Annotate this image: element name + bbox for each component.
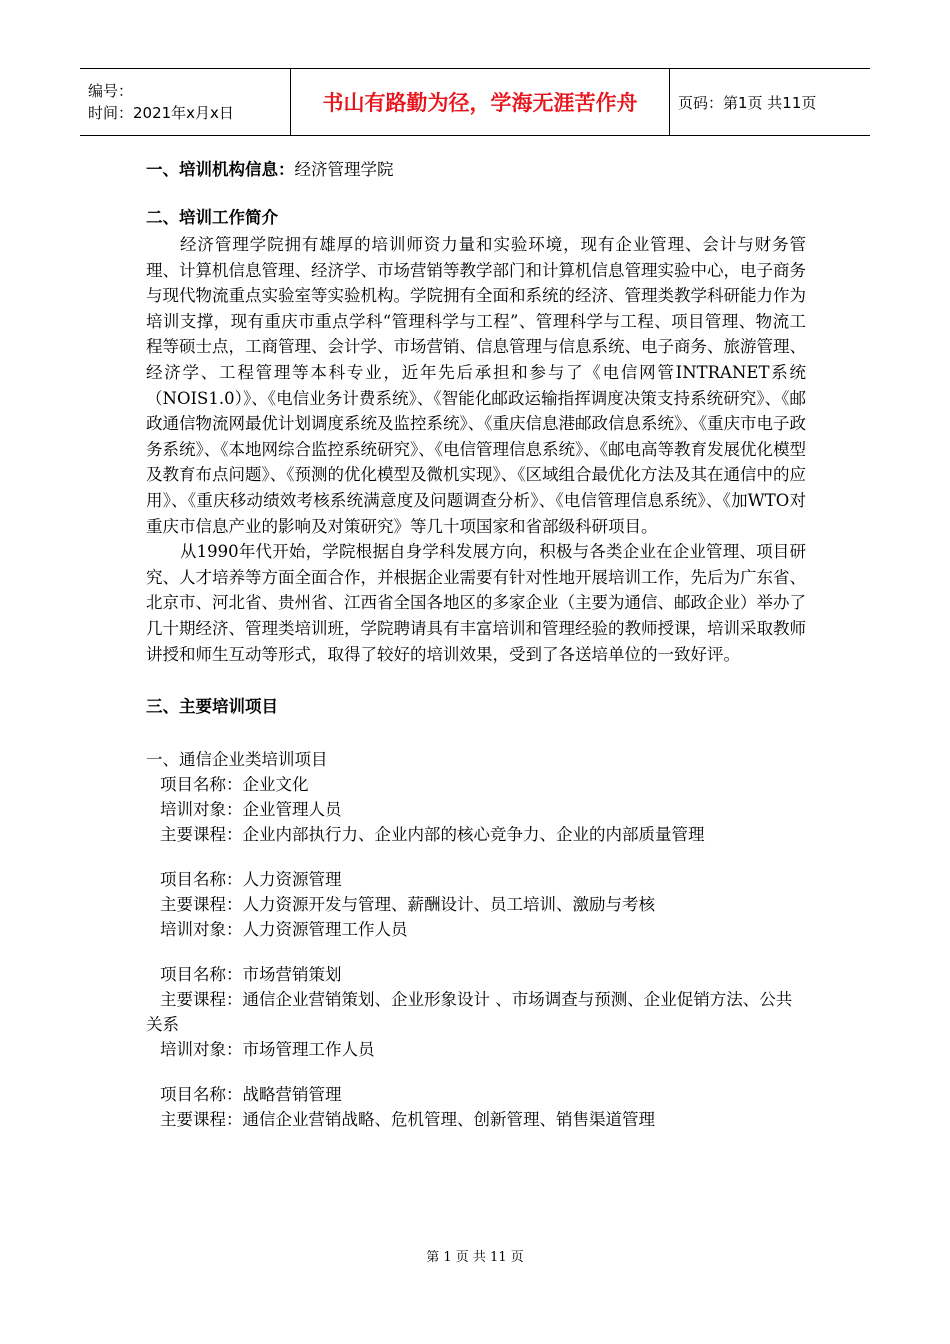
project-2	[146, 867, 806, 942]
header-left-cell	[80, 69, 291, 136]
section1-heading	[146, 156, 806, 184]
project-3	[146, 962, 806, 1062]
header-table	[80, 68, 870, 136]
project-line: 项目名称：战略营销管理	[160, 1085, 342, 1105]
project-line: 培训对象：企业管理人员	[160, 800, 342, 820]
number-label: 编号：	[88, 82, 134, 100]
section2-paragraph-1: 经济管理学院拥有雄厚的培训师资力量和实验环境，现有企业管理、会计与财务管理、计算机信息管理、经济学、市场营销等教学部门和计算机信息管理实验中心，电子商务与现代物流重点实验室等实验机构。学院拥有全面和系统的经济、管理类教学科研能力作为培训支撑，现有重庆市重点学科“管理科学与工程”、管理科学与工程、项目管理、物流工程等硕士点，工商管理、会计学、市场营销、信息管理与信息系统、电子商务、旅游管理、经济学、工程管理等本科专业，近年先后承担和参与了《电信网管INTRANET系统（NOIS1.0）》、《电信业务计费系统》、《智能化邮政运输指挥调度决策支持系统研究》、《邮政通信物流网最优计划调度系统及监控系统》、《重庆信息港邮政信息系统》、《重庆市电子政务系统》、《本地网综合监控系统研究》、《电信管理信息系统》、《邮电高等教育发展优化模型及教育布点问题》、《预测的优化模型及微机实现》、《区域组合最优化方法及其在通信中的应用》、《重庆移动绩效考核系统满意度及问题调查分析》、《电信管理信息系统》、《加WTO对重庆市信息产业的影响及对策研究》等几十项国家和省部级科研项目。	[146, 235, 806, 536]
page-footer: 第 1 页 共 11 页	[426, 1250, 524, 1265]
section3-subtitle: 一、通信企业类培训项目	[146, 750, 328, 770]
section2-title: 二、培训工作简介	[146, 208, 278, 227]
project-4	[146, 1082, 806, 1132]
project-line: 培训对象：人力资源管理工作人员	[160, 920, 408, 940]
section1-title: 一、培训机构信息：	[146, 160, 295, 179]
section1-value: 经济管理学院	[294, 160, 394, 179]
project-line: 主要课程：人力资源开发与管理、薪酬设计、员工培训、激励与考核	[160, 895, 655, 915]
time-label: 时间：2021年x月x日	[88, 104, 234, 122]
document-body	[146, 156, 806, 1132]
project-1	[146, 772, 806, 847]
project-line: 主要课程：通信企业营销战略、危机管理、创新管理、销售渠道管理	[160, 1110, 655, 1130]
project-line: 培训对象：市场管理工作人员	[160, 1040, 375, 1060]
project-line: 项目名称：企业文化	[160, 775, 309, 795]
section2-paragraph-2: 从1990年代开始，学院根据自身学科发展方向，积极与各类企业在企业管理、项目研究、人才培养等方面全面合作，并根据企业需要有针对性地开展培训工作，先后为广东省、北京市、河北省、贵州省、江西省全国各地区的多家企业（主要为通信、邮政企业）举办了几十期经济、管理类培训班，学院聘请具有丰富培训和管理经验的教师授课，培训采取教师讲授和师生互动等形式，取得了较好的培训效果，受到了各送培单位的一致好评。	[146, 542, 806, 664]
section3-title: 三、主要培训项目	[146, 697, 278, 717]
project-line: 项目名称：市场营销策划	[160, 965, 342, 985]
project-line: 主要课程：企业内部执行力、企业内部的核心竞争力、企业的内部质量管理	[160, 825, 705, 845]
project-line: 项目名称：人力资源管理	[160, 870, 342, 890]
slogan: 书山有路勤为径，学海无涯苦作舟	[291, 69, 670, 136]
project-line: 主要课程：通信企业营销策划、企业形象设计 、市场调查与预测、企业促销方法、公共关系	[146, 990, 793, 1035]
page-info: 页码：第1页 共11页	[670, 69, 871, 136]
